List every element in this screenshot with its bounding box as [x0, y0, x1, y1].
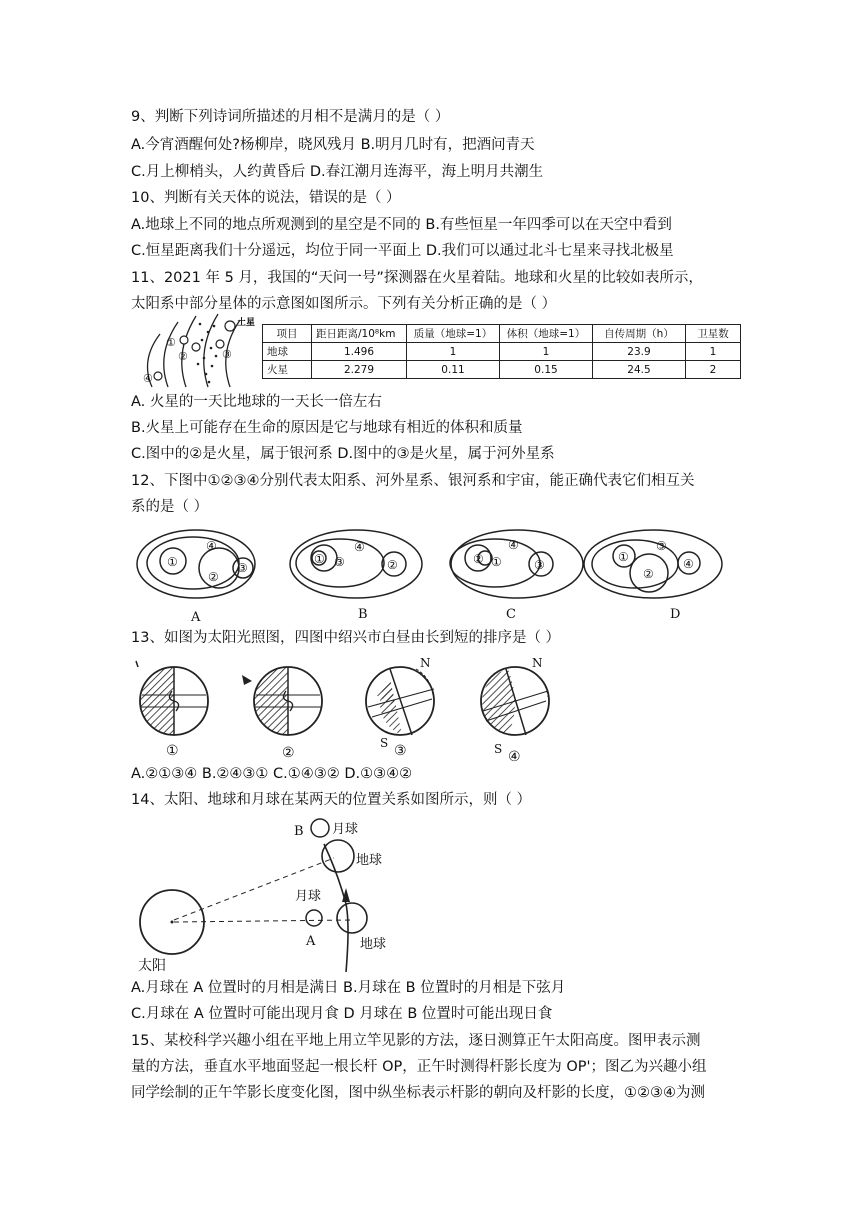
q11-comparison-table	[262, 324, 741, 379]
q11-fig-label-saturn: 土星	[237, 318, 256, 328]
q12-figure-label-a: A	[191, 610, 201, 625]
q11-fig-num-3: ③	[222, 348, 232, 361]
table-cell: 24.5	[593, 361, 686, 379]
q15-line-1: 15、某校科学兴趣小组在平地上用立竿见影的方法，逐日测算正午太阳高度。图甲表示测	[131, 1033, 701, 1049]
table-header-cell: 卫星数	[686, 325, 741, 343]
table-header-cell: 项目	[263, 325, 312, 343]
q15-line-2: 量的方法，垂直水平地面竖起一根长杆 OP，正午时测得杆影长度为 OP'；图乙为兴趣小组	[131, 1059, 707, 1075]
q11-stem-2: 太阳系中部分星体的示意图如图所示。下列有关分析正确的是（ ）	[131, 296, 557, 312]
q12-venn-num: ②	[387, 558, 398, 572]
q14-fig-label-earth-top: 地球	[356, 853, 383, 868]
q11-option-b: B.火星上可能存在生命的原因是它与地球有相近的体积和质量	[131, 420, 523, 436]
q13-pole-s: S	[380, 736, 389, 750]
q14-fig-label-earth-bottom: 地球	[360, 937, 387, 952]
q12-venn-num: ③	[656, 539, 667, 553]
q11-solar-system-figure	[138, 312, 263, 387]
q12-venn-num: ①	[491, 555, 502, 569]
q12-venn-num: ②	[473, 552, 484, 566]
table-cell: 1	[686, 343, 741, 361]
table-cell: 1	[500, 343, 593, 361]
q12-venn-num: ④	[508, 538, 519, 552]
q14-stem: 14、太阳、地球和月球在某两天的位置关系如图所示，则（ ）	[131, 792, 532, 808]
q10-options-ab: A.地球上不同的地点所观测到的星空是不同的 B.有些恒星一年四季可以在天空中看到	[131, 217, 672, 233]
q13-fig-label-3: ③	[394, 743, 407, 759]
q12-figure-label-b: B	[358, 607, 368, 622]
q11-fig-num-1: ①	[166, 336, 176, 349]
q13-pole-s: S	[494, 742, 503, 756]
q9-options-cd: C.月上柳梢头，人约黄昏后 D.春江潮月连海平，海上明月共潮生	[131, 164, 544, 180]
q9-stem: 9、判断下列诗词所描述的月相不是满月的是（ ）	[131, 109, 450, 125]
q12-venn-num: ④	[683, 557, 694, 571]
q12-venn-num: ①	[314, 552, 325, 566]
table-cell: 火星	[263, 361, 312, 379]
q12-venn-num: ④	[206, 539, 217, 553]
q14-options-ab: A.月球在 A 位置时的月相是满日 B.月球在 B 位置时的月相是下弦月	[131, 980, 566, 996]
table-row	[263, 361, 741, 379]
q10-options-cd: C.恒星距离我们十分遥远，均位于同一平面上 D.我们可以通过北斗七星来寻找北极星	[131, 243, 674, 259]
q14-fig-label-sun: 太阳	[138, 958, 166, 974]
q13-fig-label-4: ④	[508, 749, 521, 765]
q12-venn-num: ③	[237, 561, 248, 575]
table-cell: 1	[407, 343, 500, 361]
q12-venn-num: ①	[167, 555, 178, 569]
q14-sun-earth-moon-figure	[134, 814, 424, 976]
q12-figure-label-d: D	[670, 607, 681, 622]
table-header-cell: 自传周期（h）	[593, 325, 686, 343]
q12-venn-num: ②	[643, 567, 654, 581]
q13-pole-n: N	[420, 656, 431, 670]
q11-fig-num-4: ④	[143, 372, 153, 385]
table-cell: 地球	[263, 343, 312, 361]
q12-venn-figure	[136, 526, 736, 626]
table-cell: 2.279	[312, 361, 407, 379]
table-cell: 0.11	[407, 361, 500, 379]
q11-fig-num-2: ②	[178, 350, 188, 363]
q13-fig-label-2: ②	[282, 745, 295, 761]
q14-fig-label-b: B	[294, 824, 304, 839]
q12-figure-label-c: C	[506, 607, 516, 622]
q13-stem: 13、如图为太阳光照图，四图中绍兴市白昼由长到短的排序是（ ）	[131, 630, 561, 646]
q13-options: A.②①③④ B.②④③① C.①④③② D.①③④②	[131, 766, 413, 782]
q15-line-3: 同学绘制的正午竿影长度变化图，图中纵坐标表示杆影的朝向及杆影的长度，①②③④为测	[131, 1085, 705, 1101]
q14-fig-label-a: A	[306, 934, 316, 949]
table-header-cell: 体积（地球=1）	[500, 325, 593, 343]
table-header-cell: 质量（地球=1）	[407, 325, 500, 343]
q12-stem-1: 12、下图中①②③④分别代表太阳系、河外星系、银河系和宇宙，能正确代表它们相互关	[131, 473, 695, 489]
q12-venn-num: ②	[208, 570, 219, 584]
table-row	[263, 343, 741, 361]
q14-fig-label-moon-a: 月球	[295, 889, 322, 904]
q9-options-ab: A.今宵酒醒何处?杨柳岸，晓风残月 B.明月几时有，把酒问青天	[131, 137, 535, 153]
table-cell: 2	[686, 361, 741, 379]
q13-sunlight-figure	[128, 655, 568, 767]
q12-venn-num: ③	[334, 555, 345, 569]
q14-options-cd: C.月球在 A 位置时可能出现月食 D 月球在 B 位置时可能出现日食	[131, 1006, 553, 1022]
q11-option-a: A. 火星的一天比地球的一天长一倍左右	[131, 394, 382, 410]
q11-options-cd: C.图中的②是火星，属于银河系 D.图中的③是火星，属于河外星系	[131, 446, 555, 462]
q12-venn-num: ④	[354, 540, 365, 554]
q14-fig-label-moon-b: 月球	[332, 822, 359, 837]
q13-fig-label-1: ①	[166, 743, 179, 759]
q10-stem: 10、判断有关天体的说法，错误的是（ ）	[131, 190, 401, 206]
table-header-cell: 距日距离/10⁸km	[312, 325, 407, 343]
q12-venn-num: ③	[534, 558, 545, 572]
table-header-row	[263, 325, 741, 343]
q12-stem-2: 系的是（ ）	[131, 499, 209, 515]
table-cell: 0.15	[500, 361, 593, 379]
q12-venn-num: ①	[618, 550, 629, 564]
table-cell: 23.9	[593, 343, 686, 361]
q13-pole-n: N	[532, 656, 543, 670]
table-cell: 1.496	[312, 343, 407, 361]
q11-stem-1: 11、2021 年 5 月，我国的“天问一号”探测器在火星着陆。地球和火星的比较如表所示，	[131, 270, 703, 286]
